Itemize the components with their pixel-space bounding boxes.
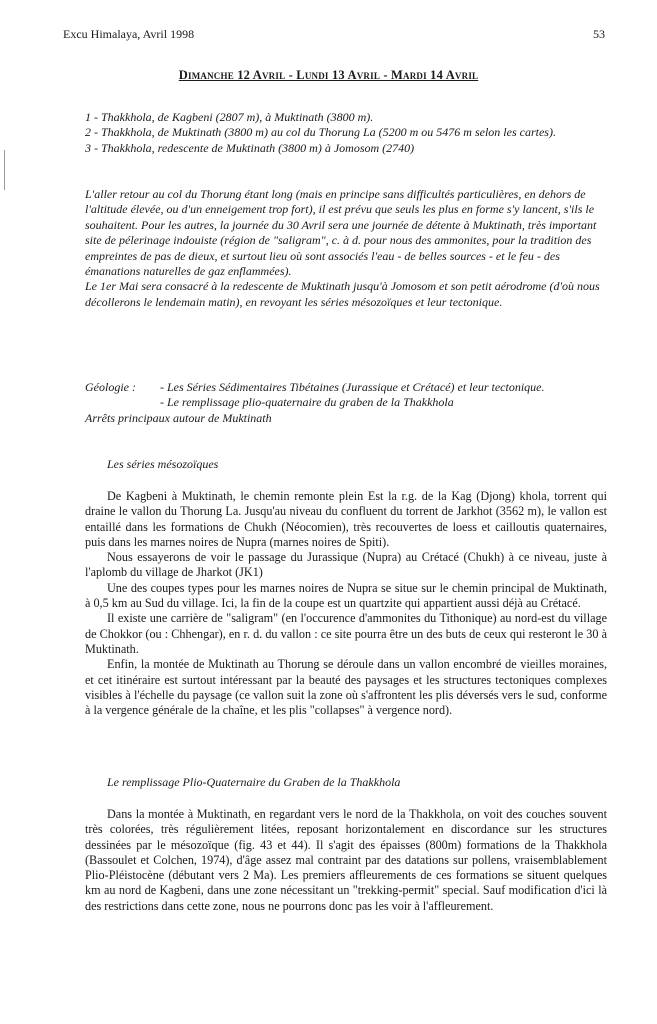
geology-item: - Les Séries Sédimentaires Tibétaines (Jurassique et Crétacé) et leur tectonique. [160,380,545,394]
page-number: 53 [593,27,605,41]
itinerary-list [85,110,607,156]
section-heading: Le remplissage Plio-Quaternaire du Graben de la Thakkhola [107,775,401,789]
geology-item: - Le remplissage plio-quaternaire du graben de la Thakkhola [160,395,454,410]
section-body [85,489,607,718]
scan-margin-mark [4,150,5,190]
geology-label: Géologie : [85,380,136,394]
section-heading: Les séries mésozoïques [107,457,219,471]
body-paragraph: Enfin, la montée de Muktinath au Thorung se déroule dans un vallon encombré de vieilles moraines, et cet itinéraire est surtout intéressant par la beauté des paysages et les structures tectoniques complexes visibles à l'échelle du paysage (ce vallon suit la zone où s'affrontent les plis déversés vers le sud, conforme à la vergence générale de la chaîne, et les plis "collapses" à vergence nord). [85,657,607,718]
body-paragraph: De Kagbeni à Muktinath, le chemin remonte plein Est la r.g. de la Kag (Djong) khola, torrent qui draine le vallon du Thorung La. Jusqu'au niveau du confluent du torrent de Jarkhot (3562 m), le vallon est entaillé dans les formations de Chukh (Néocomien), très recouvertes de loess et cailloutis quaternaires, puis dans les marnes noires de Nupra (marnes noires de Spiti). [85,489,607,549]
page-title: Dimanche 12 Avril - Lundi 13 Avril - Mardi 14 Avril [178,68,479,82]
body-paragraph: Une des coupes types pour les marnes noires de Nupra se situe sur le chemin principal de Muktinath, à 0,5 km au Sud du village. Ici, la fin de la coupe est un quartzite qui appartient aussi déjà au Crétacé. [85,580,607,611]
geology-block [85,380,625,426]
intro-text [85,187,607,310]
geology-stops: Arrêts principaux autour de Muktinath [85,410,272,425]
section-body [85,807,607,914]
itinerary-item: 3 - Thakkhola, redescente de Muktinath (3800 m) à Jomosom (2740) [85,140,415,155]
intro-paragraph: Le 1er Mai sera consacré à la redescente de Muktinath jusqu'à Jomosom et son petit aérodrome (d'où nous décollerons le lendemain matin), en revoyant les séries mésozoïques et leur tectonique. [85,279,600,309]
body-paragraph: Il existe une carrière de "saligram" (en l'occurence d'ammonites du Tithonique) au nord-est du village de Chokkor (ou : Chhengar), en r. d. du vallon : ce site pourra être un des buts de ceux qui resteront le 30 à Muktinath. [85,611,607,656]
itinerary-item: 1 - Thakkhola, de Kagbeni (2807 m), à Muktinath (3800 m). [85,110,374,124]
running-header: Excu Himalaya, Avril 1998 [63,27,195,41]
itinerary-item: 2 - Thakkhola, de Muktinath (3800 m) au col du Thorung La (5200 m ou 5476 m selon les cartes). [85,125,556,140]
body-paragraph: Nous essayerons de voir le passage du Jurassique (Nupra) au Crétacé (Chukh) à ce niveau, juste à l'aplomb du village de Jharkot (JK1) [85,550,607,580]
intro-paragraph: L'aller retour au col du Thorung étant long (mais en principe sans difficultés particulières, en dehors de l'altitude élevée, ou d'un enneigement trop fort), il est prévu que seuls les plus en forme s'y lancent, s'ils le souhaitent. Pour les autres, la journée du 30 Avril sera une journée de détente à Muktinath, très important site de pélerinage indouiste (région de "saligram", c. à d. pour nous des ammonites, pour la tradition des empreintes de pas de dieux, et surtout lieu où sont associés l'eau - de belles sources - et le feu - des émanations naturelles de gaz enflammées). [85,187,597,279]
body-paragraph: Dans la montée à Muktinath, en regardant vers le nord de la Thakkhola, on voit des couches souvent très colorées, très régulièrement litées, reposant horizontalement en discordance sur les structures dessinées par le mésozoïque (fig. 43 et 44). Il s'agit des épaisses (800m) formations de la Thakkhola (Bassoulet et Colchen, 1974), d'âge assez mal contraint par des datations sur pollens, vraisemblablement Plio-Pléistocène (débutant vers 2 Ma). Les premiers affleurements de ces formations se situent quelques km au nord de Kagbeni, dans une zone nécessitant un "trekking-permit" special. Sauf modification d'ici là des restrictions dans cette zone, nous ne pourrons donc pas les voir à l'affleurement. [85,807,607,913]
